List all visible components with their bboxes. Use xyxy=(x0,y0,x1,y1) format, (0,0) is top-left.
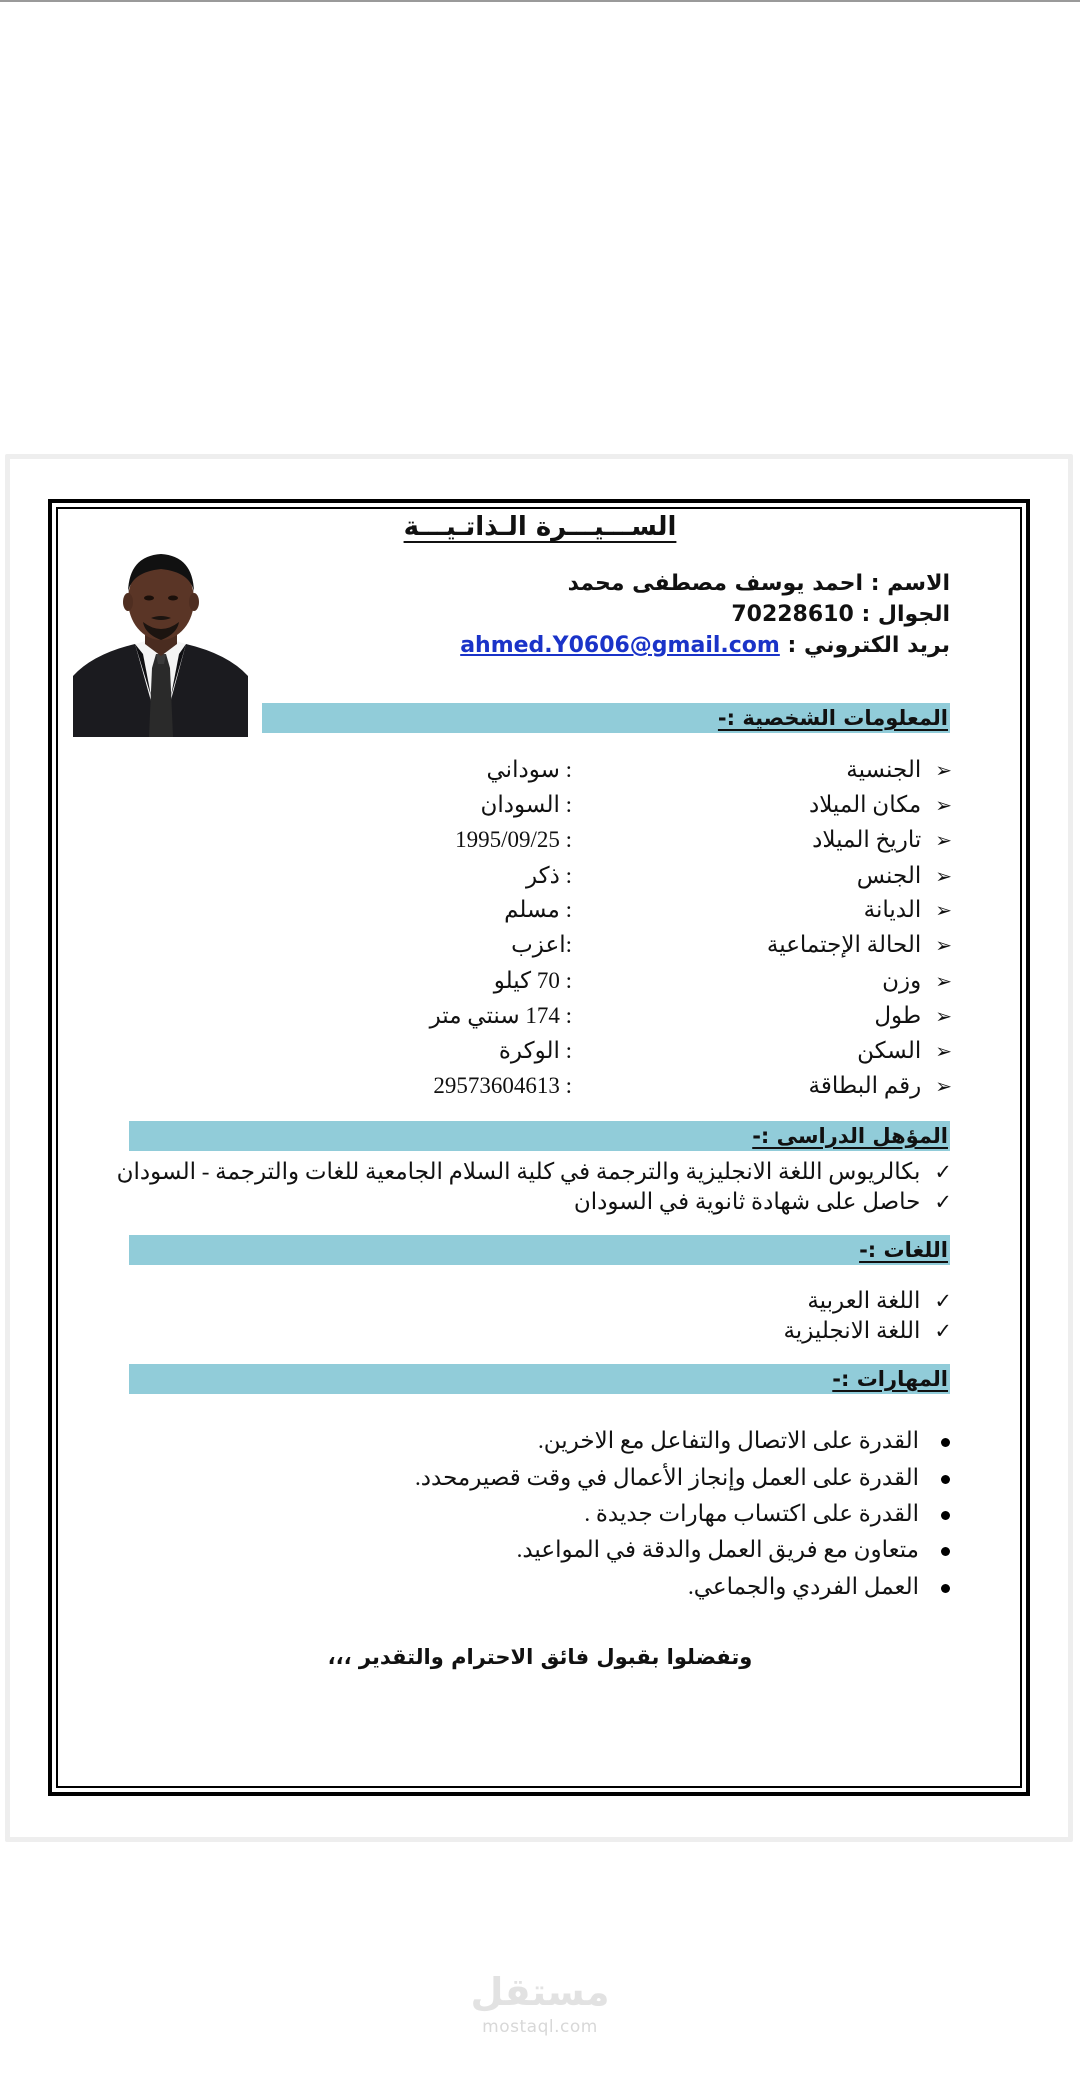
section-title-personal: المعلومات الشخصية :- xyxy=(717,706,948,730)
email-line xyxy=(460,633,950,658)
name-line: الاسم : احمد يوسف مصطفى محمد xyxy=(567,571,950,596)
personal-info-value: : 29573604613 xyxy=(433,1073,572,1098)
personal-info-label: ➢مكان الميلاد xyxy=(808,792,952,817)
personal-info-value: : مسلم xyxy=(504,897,572,922)
checkmark-icon: ✓ xyxy=(934,1190,952,1214)
section-title-skills: المهارات :- xyxy=(832,1367,948,1391)
personal-info-label: ➢وزن xyxy=(882,968,952,993)
skill-item: العمل الفردي والجماعي. xyxy=(688,1574,950,1600)
arrow-bullet-icon: ➢ xyxy=(935,758,952,782)
skill-item: القدرة على العمل وإنجاز الأعمال في وقت قصيرمحدد. xyxy=(415,1465,950,1491)
watermark-logo: مستقل xyxy=(470,1970,610,2014)
personal-info-value: : 174 سنتي متر xyxy=(429,1003,572,1028)
checkmark-icon: ✓ xyxy=(934,1319,952,1343)
personal-info-label: ➢الجنسية xyxy=(846,757,952,782)
top-divider xyxy=(0,0,1080,2)
arrow-bullet-icon: ➢ xyxy=(935,969,952,993)
personal-info-label: ➢تاريخ الميلاد xyxy=(812,827,952,852)
dot-bullet-icon xyxy=(941,1584,950,1593)
document-title: الســـيـــرة الـذاتـيـــة xyxy=(403,512,677,542)
skill-item: متعاون مع فريق العمل والدقة في المواعيد. xyxy=(517,1537,950,1563)
section-band-education xyxy=(129,1121,950,1151)
personal-info-value: : 70 كيلو xyxy=(493,968,572,993)
arrow-bullet-icon: ➢ xyxy=(935,864,952,888)
email-label: بريد الكتروني : xyxy=(779,633,950,658)
arrow-bullet-icon: ➢ xyxy=(935,898,952,922)
closing-line: وتفضلوا بقبول فائق الاحترام والتقدير ،،، xyxy=(327,1645,753,1669)
language-item: ✓اللغة الانجليزية xyxy=(783,1318,952,1343)
language-item: ✓اللغة العربية xyxy=(807,1288,952,1313)
personal-info-value: : ذكر xyxy=(525,863,572,888)
personal-info-label: ➢الديانة xyxy=(863,897,952,922)
personal-info-value: :اعزب xyxy=(511,932,572,957)
section-band-personal xyxy=(262,703,950,733)
personal-info-value: : سوداني xyxy=(486,757,572,782)
personal-info-label: ➢الحالة الإجتماعية xyxy=(766,932,952,957)
arrow-bullet-icon: ➢ xyxy=(935,828,952,852)
personal-info-value: : السودان xyxy=(480,792,572,817)
personal-info-value: : الوكرة xyxy=(498,1038,572,1063)
arrow-bullet-icon: ➢ xyxy=(935,1074,952,1098)
arrow-bullet-icon: ➢ xyxy=(935,1039,952,1063)
skill-item: القدرة على الاتصال والتفاعل مع الاخرين. xyxy=(538,1428,950,1454)
phone-line: الجوال : 70228610 xyxy=(731,602,950,627)
section-band-languages xyxy=(129,1235,950,1265)
dot-bullet-icon xyxy=(941,1547,950,1556)
personal-info-label: ➢طول xyxy=(874,1003,952,1028)
dot-bullet-icon xyxy=(941,1511,950,1520)
personal-info-label: ➢الجنس xyxy=(856,863,952,888)
email-link[interactable]: ahmed.Y0606@gmail.com xyxy=(460,633,780,658)
profile-photo xyxy=(73,536,248,737)
education-item: ✓حاصل على شهادة ثانوية في السودان xyxy=(573,1189,952,1214)
section-title-languages: اللغات :- xyxy=(859,1238,948,1262)
personal-info-value: : 1995/09/25 xyxy=(455,827,572,852)
watermark-site: mostaql.com xyxy=(482,2017,598,2037)
checkmark-icon: ✓ xyxy=(934,1160,952,1184)
section-title-education: المؤهل الدراسى :- xyxy=(752,1124,948,1148)
arrow-bullet-icon: ➢ xyxy=(935,1004,952,1028)
checkmark-icon: ✓ xyxy=(934,1289,952,1313)
skill-item: القدرة على اكتساب مهارات جديدة . xyxy=(584,1501,950,1527)
education-item: ✓بكالريوس اللغة الانجليزية والترجمة في كلية السلام الجامعية للغات والترجمة - السودان xyxy=(116,1159,952,1184)
personal-info-label: ➢رقم البطاقة xyxy=(808,1073,952,1098)
dot-bullet-icon xyxy=(941,1475,950,1484)
arrow-bullet-icon: ➢ xyxy=(935,793,952,817)
arrow-bullet-icon: ➢ xyxy=(935,933,952,957)
dot-bullet-icon xyxy=(941,1438,950,1447)
personal-info-label: ➢السكن xyxy=(857,1038,952,1063)
section-band-skills xyxy=(129,1364,950,1394)
